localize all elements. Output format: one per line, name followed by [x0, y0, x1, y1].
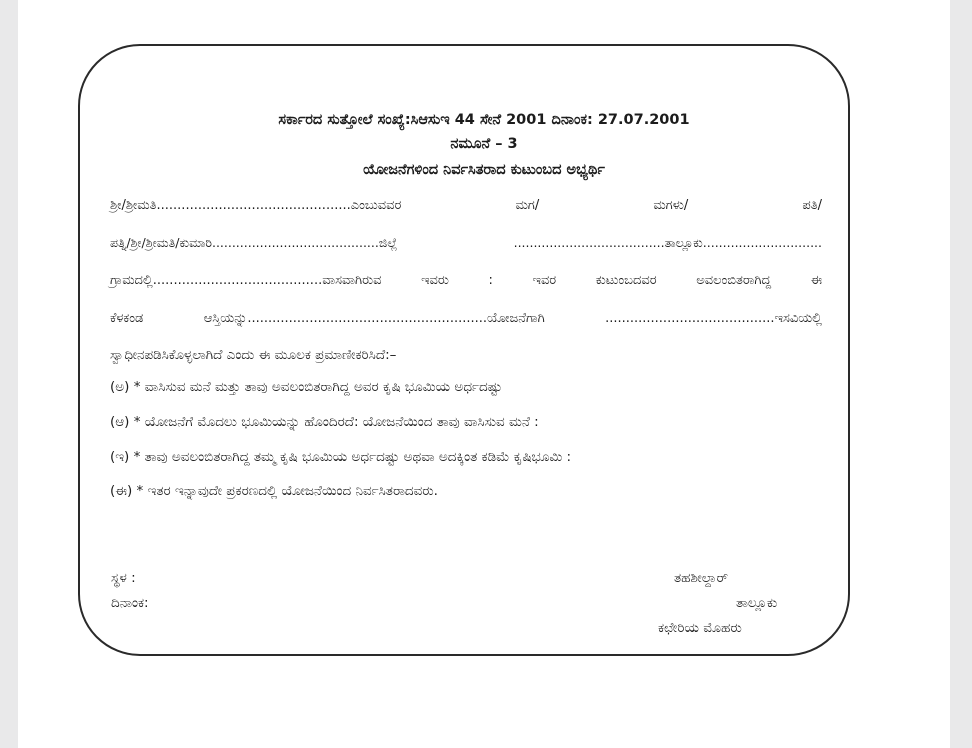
government-order-line: ಸರ್ಕಾರದ ಸುತ್ತೋಲೆ ಸಂಖ್ಯೆ:ಸಿಆಸುಇ 44 ಸೇನೆ 2001 ದಿನಾಂಕ: 27.07.2001 [278, 112, 690, 128]
form-title: ಯೋಜನೆಗಳಿಂದ ನಿರ್ವಸಿತರಾದ ಕುಟುಂಬದ ಅಭ್ಯರ್ಥಿ [363, 162, 605, 178]
body-line-1: ಶ್ರೀ/ಶ್ರೀಮತಿ...............................................ಎಂಬುವವರ ಮಗ/ ಮಗಳು/ ಪತಿ/ [110, 198, 822, 213]
item-ii: (ಈ) * ಇತರ ಇನ್ನಾವುದೇ ಪ್ರಕರಣದಲ್ಲಿ ಯೋಜನೆಯಿಂದ ನಿರ್ವಸಿತರಾದವರು. [110, 483, 438, 499]
body-line-5: ಸ್ವಾಧೀನಪಡಿಸಿಕೊಳ್ಳಲಾಗಿದೆ ಎಂದು ಈ ಮೂಲಕ ಪ್ರಮಾಣೀಕರಿಸಿದೆ:– [110, 347, 397, 363]
item-i: (ಇ) * ತಾವು ಅವಲಂಬಿತರಾಗಿದ್ದ ತಮ್ಮ ಕೃಷಿ ಭೂಮಿಯ ಅರ್ಧದಷ್ಟು ಅಥವಾ ಅದಕ್ಕಿಂತ ಕಡಿಮೆ ಕೃಷಿಭೂಮಿ : [110, 449, 572, 465]
date-label: ದಿನಾಂಕ: [111, 595, 149, 611]
body-line-2: ಪತ್ನಿ/ಶ್ರೀ/ಶ್ರೀಮತಿ/ಕುಮಾರಿ..........................................ಜಿಲ್ಲೆ ......................................ತಾಲ್ಲೂಕು.............................. [110, 235, 822, 250]
body-line-3: ಗ್ರಾಮದಲ್ಲಿ.........................................ವಾಸವಾಗಿರುವ ಇವರು : ಇವರ ಕುಟುಂಬದವರ ಅವಲಂಬಿತರಾಗಿದ್ದ ಈ [110, 273, 822, 288]
item-aa: (ಆ) * ಯೋಜನೆಗೆ ಮೊದಲು ಭೂಮಿಯನ್ನು ಹೊಂದಿರದೆ: ಯೋಜನೆಯಿಂದ ತಾವು ವಾಸಿಸುವ ಮನೆ : [110, 414, 539, 430]
form-number: ನಮೂನೆ – 3 [450, 136, 518, 152]
item-a: (ಅ) * ವಾಸಿಸುವ ಮನೆ ಮತ್ತು ತಾವು ಅವಲಂಬಿತರಾಗಿದ್ದ ಅವರ ಕೃಷಿ ಭೂಮಿಯ ಅರ್ಧದಷ್ಟು [110, 379, 503, 395]
document-page [18, 0, 950, 748]
place-label: ಸ್ಥಳ : [111, 570, 136, 586]
body-line-4: ಕೆಳಕಂಡ ಆಸ್ತಿಯನ್ನು..........................................................ಯೋಜನೆಗಾಗಿ .........................................ಇಸವಿಯಲ್ಲಿ [110, 311, 822, 326]
office-seal-label: ಕಛೇರಿಯ ಮೊಹರು [658, 620, 742, 636]
tahsildar-label: ತಹಶೀಲ್ದಾರ್ [674, 570, 729, 586]
taluk-label: ತಾಲ್ಲೂಕು [736, 595, 778, 611]
